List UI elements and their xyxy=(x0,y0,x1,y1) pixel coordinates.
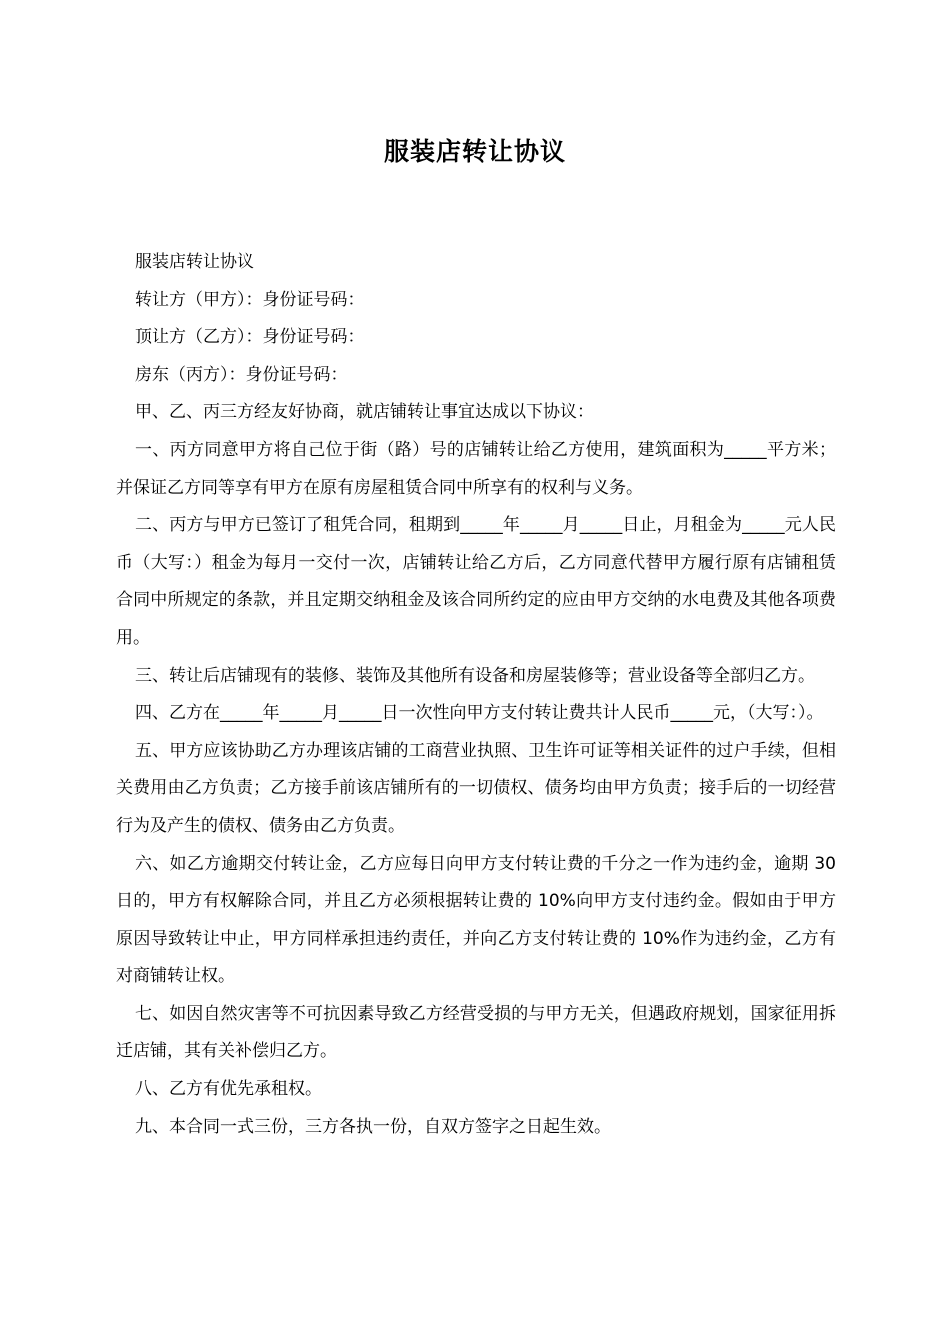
paragraph-party-b: 顶让方（乙方）：身份证号码： xyxy=(135,327,365,348)
clause-6: 六、如乙方逾期交付转让金，乙方应每日向甲方支付转让费的千分之一作为违约金，逾期 30 日的，甲方有权解除合同，并且乙方必须根据转让费的 10%向甲方支付违约金。假如由于甲方原因导致转让中止，甲方同样承担违约责任，并向乙方支付转让费的 10%作为违约金，乙方有对商铺转让权。 xyxy=(116,853,836,987)
clause-3: 三、转让后店铺现有的装修、装饰及其他所有设备和房屋装修等；营业设备等全部归乙方。 xyxy=(135,665,815,686)
clause-2: 二、丙方与甲方已签订了租凭合同，租期到_____年_____月_____日止，月租金为_____元人民币（大写：）租金为每月一交付一次，店铺转让给乙方后，乙方同意代替甲方履行原有店铺租赁合同中所规定的条款，并且定期交纳租金及该合同所约定的应由甲方交纳的水电费及其他各项费用。 xyxy=(116,515,836,648)
paragraph-heading: 服装店转让协议 xyxy=(135,252,254,272)
paragraph-preamble: 甲、乙、丙三方经友好协商，就店铺转让事宜达成以下协议： xyxy=(135,402,594,423)
paragraph-party-c: 房东（丙方）：身份证号码： xyxy=(135,364,348,385)
clause-5: 五、甲方应该协助乙方办理该店铺的工商营业执照、卫生许可证等相关证件的过户手续，但相关费用由乙方负责；乙方接手前该店铺所有的一切债权、债务均由甲方负责；接手后的一切经营行为及产生的债权、债务由乙方负责。 xyxy=(116,740,836,836)
clause-7: 七、如因自然灾害等不可抗因素导致乙方经营受损的与甲方无关，但遇政府规划，国家征用拆迁店铺，其有关补偿归乙方。 xyxy=(116,1003,836,1062)
paragraph-party-a: 转让方（甲方）：身份证号码： xyxy=(135,289,365,310)
clause-9: 九、本合同一式三份，三方各执一份，自双方签字之日起生效。 xyxy=(135,1116,611,1137)
clause-1: 一、丙方同意甲方将自己位于街（路）号的店铺转让给乙方使用，建筑面积为_____平方米；并保证乙方同等享有甲方在原有房屋租赁合同中所享有的权利与义务。 xyxy=(116,439,836,498)
clause-4: 四、乙方在_____年_____月_____日一次性向甲方支付转让费共计人民币_____元，（大写：）。 xyxy=(135,703,824,724)
clause-8: 八、乙方有优先承租权。 xyxy=(135,1079,322,1100)
document-body xyxy=(116,244,836,1146)
document-title: 服装店转让协议 xyxy=(383,137,566,166)
